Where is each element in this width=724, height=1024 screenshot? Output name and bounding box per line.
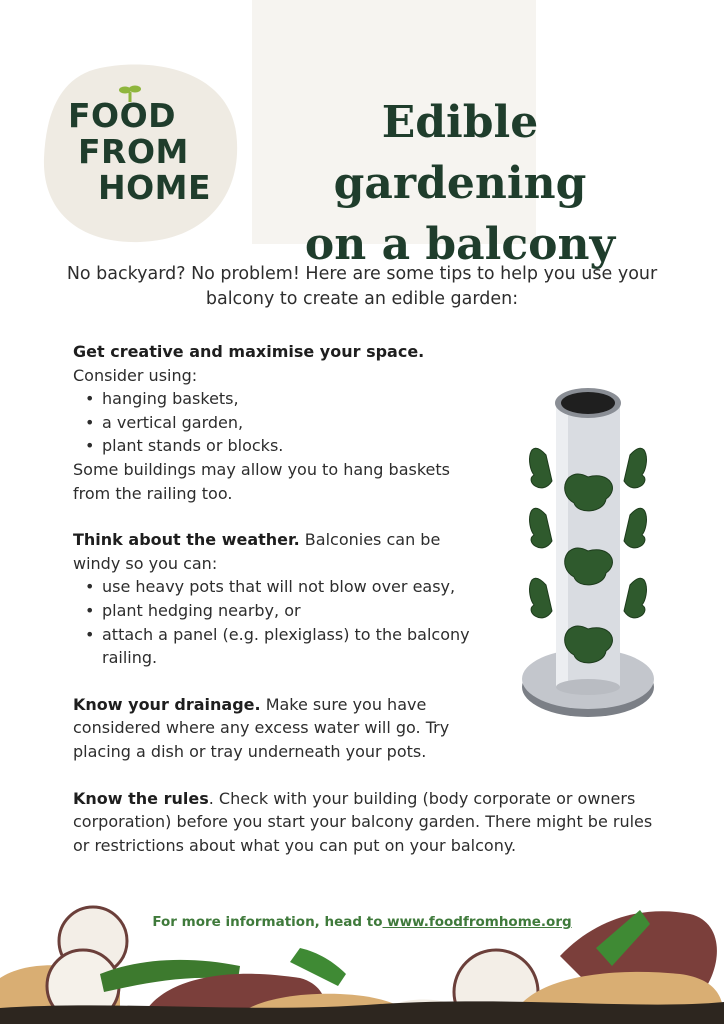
tip-rules: [73, 787, 653, 858]
list-item: • plant stands or blocks.: [73, 434, 488, 458]
list-item: • hanging baskets,: [73, 387, 488, 411]
tip-weather-heading: Think about the weather.: [73, 530, 300, 550]
tip-weather: [73, 528, 488, 670]
tip-space-heading: Get creative and maximise your space.: [73, 342, 425, 361]
tip-space-after: Some buildings may allow you to hang baskets from the railing too.: [73, 459, 450, 503]
tip-rules-text: . Check with your building (body corporate or owners corporation) before you start your balcony garden. There might be rules or restrictions about what you can put on your balcony.: [73, 788, 653, 855]
page-title-line-1: Edible gardening: [333, 97, 587, 209]
list-item: • a vertical garden,: [73, 411, 488, 435]
tip-space-list: [73, 387, 488, 458]
list-item: • use heavy pots that will not blow over easy,: [73, 575, 488, 599]
tip-drainage-text: Make sure you have considered where any excess water will go. Try placing a dish or tray underneath your pots.: [73, 694, 450, 761]
logo-sprout-icon: [118, 84, 142, 102]
tip-space-text: Consider using:: [73, 365, 198, 385]
list-item: • plant hedging nearby, or: [73, 599, 488, 623]
list-item: • attach a panel (e.g. plexiglass) to the balcony railing.: [73, 623, 488, 670]
page-title: [255, 92, 665, 275]
footer-website-link[interactable]: www.foodfromhome.org: [382, 914, 572, 930]
logo-line-food: FOOD: [68, 96, 177, 135]
footer-info: [0, 914, 724, 930]
tip-drainage: [73, 693, 453, 764]
footer-text: For more information, head to: [152, 914, 383, 930]
tips-content: [73, 340, 653, 880]
page-title-line-2: on a balcony: [304, 219, 616, 270]
tip-space: [73, 340, 488, 505]
logo-line-from: FROM: [78, 132, 189, 171]
tip-weather-list: [73, 575, 488, 669]
logo-line-home: HOME: [98, 168, 212, 207]
tip-rules-heading: Know the rules: [73, 788, 209, 808]
vertical-garden-tower-illustration: [516, 385, 662, 727]
intro-text: No backyard? No problem! Here are some tips to help you use your balcony to create an edible garden:: [66, 264, 658, 309]
tip-drainage-heading: Know your drainage.: [73, 694, 261, 714]
logo: [68, 98, 218, 206]
tip-weather-text: Balconies can be windy so you can:: [73, 530, 441, 573]
